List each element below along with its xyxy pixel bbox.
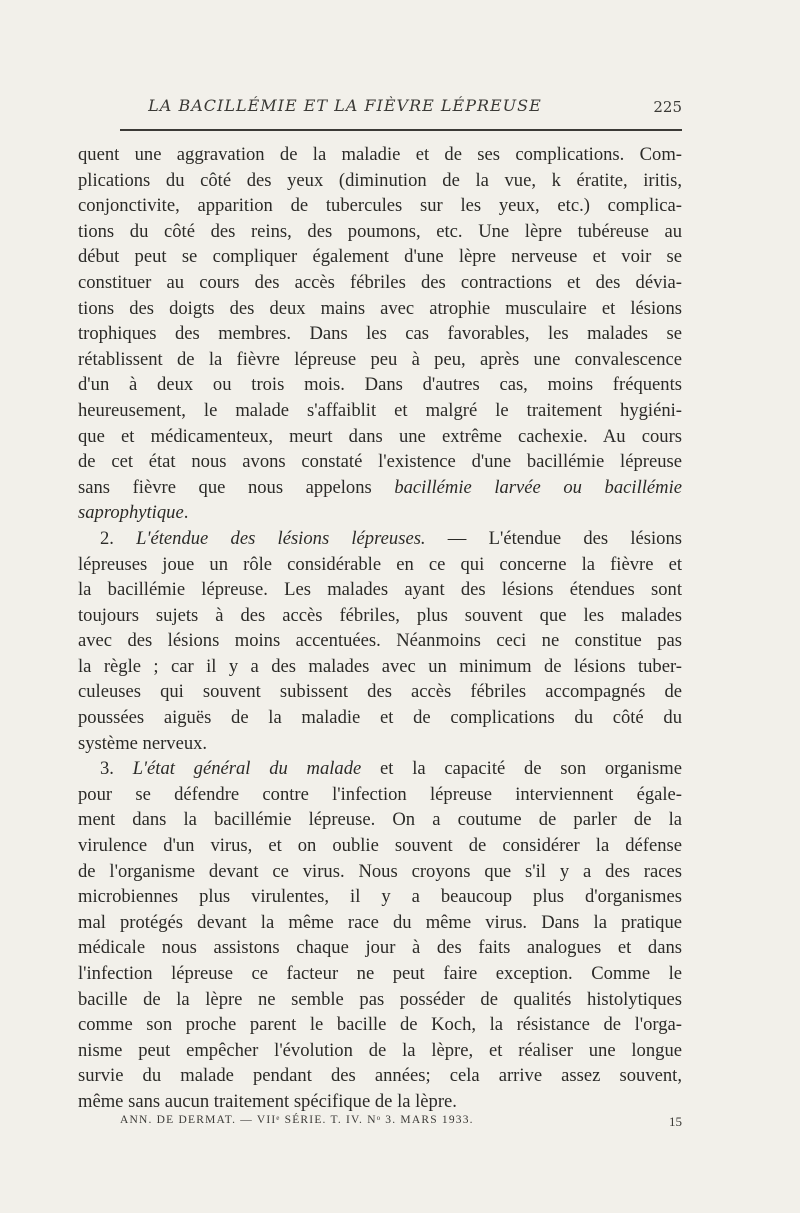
running-title: LA BACILLÉMIE ET LA FIÈVRE LÉPREUSE: [148, 96, 542, 115]
signature-mark: 15: [669, 1114, 682, 1129]
header-rule: [120, 129, 682, 131]
text-line: conjonctivite, apparition de tubercules sur les yeux, etc.) complica-: [78, 195, 682, 217]
text-line: microbiennes plus virulentes, il y a beaucoup plus d'organismes: [78, 886, 682, 908]
text-run: — L'étendue des lésions: [425, 527, 682, 549]
text-line: l'infection lépreuse ce facteur ne peut faire exception. Comme le: [78, 963, 682, 984]
text-line: avec des lésions moins accentuées. Néanmoins ceci ne constitue pas: [78, 630, 682, 652]
text-line: virulence d'un virus, et on oublie souvent de considérer la défense: [78, 835, 682, 857]
text-line: début peut se compliquer également d'une lèpre nerveuse et voir se: [78, 246, 682, 268]
text-line: système nerveux.: [78, 732, 208, 754]
text-line: nisme peut empêcher l'évolution de la lèpre, et réaliser une longue: [78, 1039, 682, 1061]
text-run: .: [183, 502, 189, 524]
text-line: culeuses qui souvent subissent des accès fébriles accompagnés de: [78, 681, 682, 703]
text-line: la règle ; car il y a des malades avec un minimum de lésions tuber-: [78, 655, 682, 677]
text-line: même sans aucun traitement spécifique de la lèpre.: [78, 1090, 457, 1112]
text-run: sans fièvre que nous appelons: [78, 476, 395, 498]
section-title: L'état général du malade: [132, 758, 362, 780]
section-title: L'étendue des lésions lépreuses.: [136, 527, 426, 549]
text-line: quent une aggravation de la maladie et de ses complications. Com-: [78, 144, 682, 165]
text-line: lépreuses joue un rôle considérable en ce qui concerne la fièvre et: [78, 553, 682, 575]
italic-term: saprophytique: [78, 502, 184, 524]
section-number: 3.: [100, 758, 133, 780]
text-line: pour se défendre contre l'infection lépreuse interviennent égale-: [78, 783, 682, 805]
text-line: heureusement, le malade s'affaiblit et malgré le traitement hygiéni-: [78, 399, 682, 421]
text-line: de l'organisme devant ce virus. Nous croyons que s'il y a des races: [78, 860, 682, 882]
text-line: survie du malade pendant des années; cela arrive assez souvent,: [78, 1065, 682, 1087]
text-line: ment dans la bacillémie lépreuse. On a coutume de parler de la: [78, 809, 682, 831]
text-line: poussées aiguës de la maladie et de complications du côté du: [78, 707, 682, 729]
text-line: [78, 500, 682, 526]
journal-footer: [120, 1114, 682, 1129]
text-line: tions du côté des reins, des poumons, etc. Une lèpre tubéreuse au: [78, 220, 682, 242]
text-run: et la capacité de son organisme: [361, 758, 682, 780]
text-line: [78, 475, 682, 501]
text-line: que et médicamenteux, meurt dans une extrême cachexie. Au cours: [78, 425, 682, 447]
text-line: toujours sujets à des accès fébriles, plus souvent que les malades: [78, 604, 682, 626]
text-line: de cet état nous avons constaté l'existence d'une bacillémie lépreuse: [78, 451, 682, 473]
body-text: [78, 142, 682, 1115]
text-line: médicale nous assistons chaque jour à des faits analogues et dans: [78, 937, 682, 959]
section-2-heading-line: [78, 526, 682, 552]
text-line: trophiques des membres. Dans les cas favorables, les malades se: [78, 323, 682, 345]
italic-term: bacillémie larvée ou bacillémie: [394, 476, 682, 498]
running-header: [78, 96, 682, 120]
text-line: comme son proche parent le bacille de Koch, la résistance de l'orga-: [78, 1014, 682, 1036]
text-line: plications du côté des yeux (diminution de la vue, k ératite, iritis,: [78, 169, 682, 191]
text-line: la bacillémie lépreuse. Les malades ayant des lésions étendues sont: [78, 579, 682, 601]
section-number: 2.: [100, 527, 137, 549]
text-line: rétablissent de la fièvre lépreuse peu à peu, après une convalescence: [78, 348, 682, 370]
text-line: d'un à deux ou trois mois. Dans d'autres cas, moins fréquents: [78, 374, 682, 396]
text-line: tions des doigts des deux mains avec atrophie musculaire et lésions: [78, 297, 682, 319]
text-line: bacille de la lèpre ne semble pas posséder de qualités histolytiques: [78, 988, 682, 1010]
page-number: 225: [653, 98, 682, 116]
section-3-heading-line: [78, 756, 682, 782]
journal-citation: ANN. DE DERMAT. — VIIᵉ SÉRIE. T. IV. Nᵒ 3. MARS 1933.: [120, 1114, 474, 1126]
text-line: mal protégés devant la même race du même virus. Dans la pratique: [78, 911, 682, 933]
text-line: constituer au cours des accès fébriles des contractions et des dévia-: [78, 271, 682, 293]
